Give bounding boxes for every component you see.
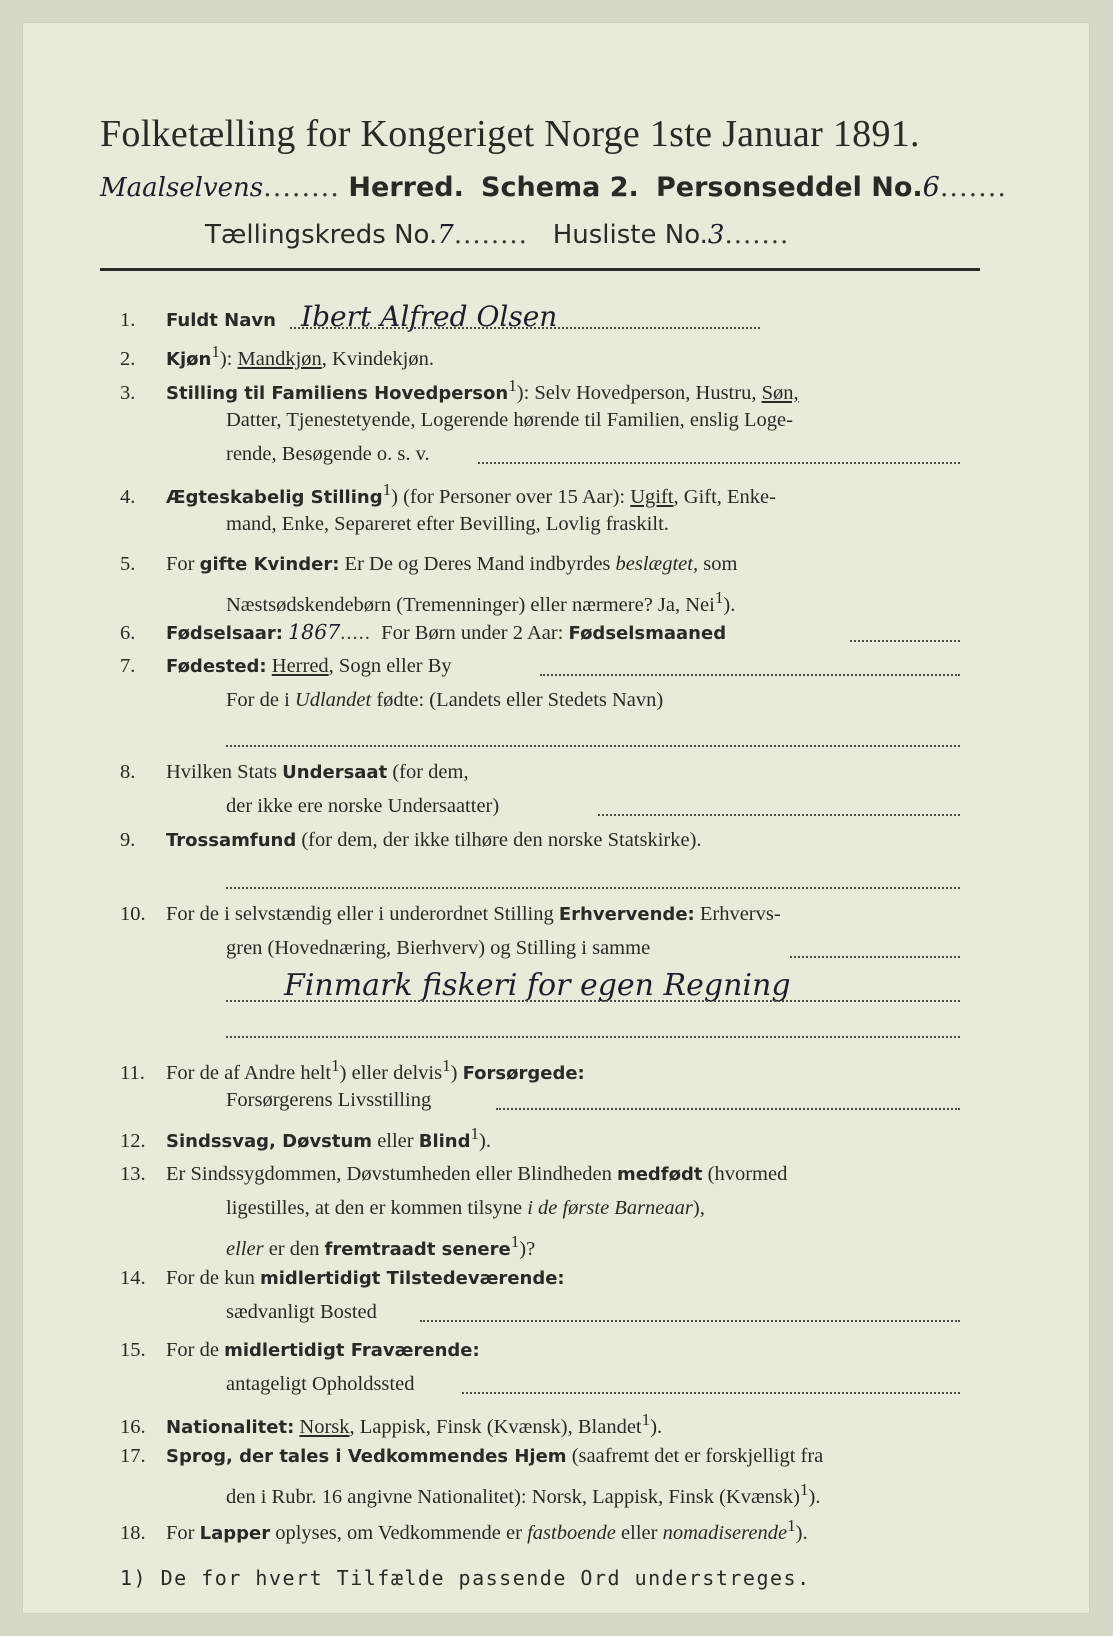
item-label: Stilling til Familiens Hovedperson (166, 382, 509, 404)
dotted-line (790, 956, 960, 958)
item-number: 8. (120, 761, 136, 783)
footnote-ref: 1 (442, 1056, 451, 1075)
item-number: 17. (120, 1445, 146, 1467)
item-label: Erhvervende: (558, 904, 695, 925)
item-label: Fødselsaar: (166, 623, 283, 644)
item-label: Forsørgede: (462, 1062, 585, 1084)
name-answer-handwritten: Ibert Alfred Olsen (301, 300, 558, 333)
footnote-ref: 1 (799, 1480, 809, 1499)
item-3 (120, 372, 1000, 408)
item-text: Erhvervs- (694, 903, 781, 925)
item-text: den i Rubr. 16 angivne Nationalitet): Norsk, Lappisk, Finsk (Kvænsk) (226, 1485, 800, 1508)
item-text: For de i (226, 689, 295, 711)
item-text-italic: eller (226, 1237, 264, 1260)
dotted-line (226, 1036, 960, 1038)
item-label: midlertidigt Tilstedeværende: (259, 1268, 565, 1289)
footnote-ref: 1 (211, 342, 220, 361)
item-7-line-2 (226, 686, 663, 714)
footnote-mark: 1) (120, 1566, 148, 1590)
item-11-line-2: Forsørgerens Livsstilling (226, 1089, 432, 1111)
item-text: ) (for Personer over 15 Aar): (391, 485, 631, 508)
underlined-option: Mandkjøn (237, 347, 322, 370)
item-number: 4. (120, 485, 136, 508)
underlined-option: Ugift (630, 485, 674, 508)
item-text: ligestilles, at den er kommen tilsyne (226, 1197, 528, 1219)
dotted-line (420, 1320, 960, 1322)
item-number: 13. (120, 1163, 146, 1185)
underlined-option: Søn, (761, 381, 799, 404)
header-rule (100, 268, 980, 271)
item-label: Lapper (199, 1522, 271, 1544)
footnote-ref: 1 (508, 376, 517, 395)
item-label: midlertidigt Fraværende: (224, 1340, 480, 1361)
item-number: 14. (120, 1267, 146, 1289)
item-text: eller (615, 1521, 663, 1544)
item-7 (120, 652, 1000, 681)
personseddel-label: Personseddel No. (655, 172, 923, 203)
footnote-text: De for hvert Tilfælde passende Ord understreges. (160, 1566, 811, 1590)
dotted-line (462, 1392, 960, 1394)
item-text: (hvormed (702, 1163, 788, 1185)
item-text-italic: Udlandet (294, 689, 372, 711)
item-text: For de af Andre helt (166, 1061, 332, 1084)
dotted-line (290, 327, 760, 329)
item-text: , Lappisk, Finsk (Kvænsk), Blandet (349, 1415, 642, 1438)
header-line-herred: Maalselvens........ Herred. Schema 2. Personseddel No.6....... (100, 172, 1007, 203)
footnote-ref: 1 (382, 480, 392, 499)
item-text: , Sogn eller By (328, 655, 452, 677)
item-label: gifte Kvinder: (199, 554, 340, 575)
occupation-answer-handwritten: Finmark fiskeri for egen Regning (284, 968, 791, 1003)
item-number: 11. (120, 1061, 145, 1084)
item-10-line-2: gren (Hovednæring, Bierhverv) og Stilling i samme (226, 937, 651, 959)
item-label: Ægteskabelig Stilling (166, 486, 383, 508)
item-4-line-2: mand, Enke, Separeret efter Bevilling, Lovlig fraskilt. (226, 513, 669, 535)
taellingskreds-number: 7 (437, 220, 454, 250)
item-label: Nationalitet: (166, 1416, 295, 1438)
item-text: (saafremt det er forskjelligt fra (566, 1445, 824, 1467)
item-8 (120, 758, 1000, 787)
item-number: 9. (120, 829, 136, 851)
item-1 (120, 300, 1000, 335)
item-label: Sprog, der tales i Vedkommendes Hjem (166, 1446, 567, 1467)
item-text-italic: beslægtet, (615, 553, 699, 575)
item-text-italic: fastboende (527, 1521, 616, 1544)
item-number: 6. (120, 622, 136, 644)
item-text: Er Sindssygdommen, Døvstumheden eller Blindheden (166, 1163, 617, 1185)
birth-year-handwritten: 1867 (288, 620, 341, 644)
form-title: Folketælling for Kongeriget Norge 1ste Januar 1891. (100, 113, 920, 155)
item-label: Blind (418, 1130, 471, 1152)
dotted-line (850, 640, 960, 642)
footnote-ref: 1 (331, 1056, 340, 1075)
item-8-line-2: der ikke ere norske Undersaatter) (226, 795, 500, 817)
item-6: 6. Fødselsaar: 1867..... For Børn under 2 Aar: Fødselsmaaned (120, 618, 1000, 648)
item-15-line-2: antageligt Opholdssted (226, 1373, 415, 1395)
personseddel-number: 6 (922, 172, 940, 203)
item-13-line-3: eller er den fremtraadt senere$^1$)? (226, 1232, 536, 1260)
item-3-line-3: rende, Besøgende o. s. v. (226, 443, 430, 465)
item-12: 12. Sindssvag, Døvstum eller Blind$^1$). (120, 1120, 1000, 1156)
item-17-line-2: den i Rubr. 16 angivne Nationalitet): Norsk, Lappisk, Finsk (Kvænsk)$^1$). (226, 1480, 821, 1508)
item-text: ) eller delvis (339, 1061, 443, 1084)
item-text: (for dem, (387, 761, 469, 783)
dotted-line (540, 674, 960, 676)
item-number: 18. (120, 1521, 146, 1544)
item-18: 18. For Lapper oplyses, om Vedkommende er fastboende eller nomadiserende$^1$). (120, 1512, 1000, 1548)
item-text: er den (263, 1237, 325, 1260)
item-text: Næstsødskendebørn (Tremenninger) eller nærmere? Ja, Nei (226, 593, 715, 616)
item-text-italic: i de første Barneaar (527, 1197, 693, 1219)
item-label: Undersaat (282, 762, 388, 783)
underlined-option: Norsk (299, 1415, 350, 1438)
item-number: 12. (120, 1129, 146, 1152)
item-text: oplyses, om Vedkommende er (270, 1521, 528, 1544)
item-2 (120, 338, 1000, 374)
dotted-line (598, 814, 960, 816)
item-text: For (166, 553, 200, 575)
herred-label: Herred. (348, 172, 464, 203)
item-label: Trossamfund (166, 830, 297, 851)
item-text: fødte: (Landets eller Stedets Navn) (371, 689, 664, 711)
item-label: Fødselsmaaned (568, 623, 727, 644)
item-text: ): (219, 347, 238, 370)
item-5 (120, 550, 1000, 579)
item-text: For de (166, 1339, 225, 1361)
herred-handwritten: Maalselvens (100, 173, 264, 203)
item-number: 16. (120, 1415, 146, 1438)
item-label: medfødt (616, 1164, 703, 1185)
item-label: Fødested: (166, 656, 267, 677)
item-text: ): Selv Hovedperson, Hustru, (516, 381, 762, 404)
item-label: Kjøn (166, 348, 212, 370)
item-14 (120, 1264, 1000, 1293)
taellingskreds-label: Tællingskreds No. (205, 220, 438, 250)
header-line-kreds: Tællingskreds No.7........ Husliste No.3....... (205, 220, 790, 250)
item-text: , Gift, Enke- (673, 485, 776, 508)
item-17 (120, 1442, 1000, 1471)
item-number: 2. (120, 347, 136, 370)
item-text: Er De og Deres Mand indbyrdes (339, 553, 616, 575)
dotted-line (226, 1000, 960, 1002)
footnote-ref: 1 (641, 1410, 651, 1429)
footnote-ref: 1 (714, 588, 724, 607)
item-label: Sindssvag, Døvstum (166, 1130, 373, 1152)
item-text: For de i selvstændig eller i underordnet Stilling (166, 903, 559, 925)
item-number: 10. (120, 903, 146, 925)
item-13 (120, 1160, 1000, 1189)
footnote-ref: 1 (787, 1516, 796, 1535)
footnote-ref: 1 (470, 1124, 480, 1143)
footnote (120, 1566, 811, 1590)
item-3-line-2: Datter, Tjenestetyende, Logerende hørende til Familien, enslig Loge- (226, 409, 793, 431)
item-4 (120, 476, 1000, 512)
dotted-line (226, 887, 960, 889)
item-16: 16. Nationalitet: Norsk, Lappisk, Finsk (Kvænsk), Blandet$^1$). (120, 1406, 1000, 1442)
item-label: Fuldt Navn (166, 310, 276, 331)
dotted-line (478, 462, 960, 464)
census-form-page (22, 22, 1090, 1614)
item-label: fremtraadt senere (324, 1238, 511, 1260)
item-number: 1. (120, 309, 136, 331)
item-text-italic: nomadiserende (662, 1521, 788, 1544)
item-text: For (166, 1521, 200, 1544)
item-5-line-2: Næstsødskendebørn (Tremenninger) eller nærmere? Ja, Nei$^1$). (226, 588, 736, 616)
item-9 (120, 826, 1000, 855)
item-13-line-2 (226, 1194, 705, 1222)
item-text: eller (372, 1129, 419, 1152)
item-number: 15. (120, 1339, 146, 1361)
item-number: 5. (120, 553, 136, 575)
schema-label: Schema 2. (481, 172, 639, 203)
dotted-line (226, 745, 960, 747)
item-number: 3. (120, 381, 136, 404)
item-text: ), (692, 1197, 705, 1219)
item-text: som (698, 553, 738, 575)
item-text: Hvilken Stats (166, 761, 283, 783)
item-11: 11. For de af Andre helt$^1$) eller delvis$^1$) Forsørgede: (120, 1052, 1000, 1088)
item-15 (120, 1336, 1000, 1365)
footnote-ref: 1 (510, 1232, 520, 1251)
husliste-label: Husliste No. (552, 220, 708, 250)
item-number: 7. (120, 655, 136, 677)
item-10 (120, 900, 1000, 929)
item-text: For Børn under 2 Aar: (381, 622, 564, 644)
item-text: (for dem, der ikke tilhøre den norske Statskirke). (296, 829, 702, 851)
underlined-option: Herred (271, 655, 329, 677)
item-text: For de kun (166, 1267, 260, 1289)
dotted-line (496, 1108, 960, 1110)
item-text: , Kvindekjøn. (321, 347, 434, 370)
item-14-line-2: sædvanligt Bosted (226, 1301, 377, 1323)
husliste-number: 3 (707, 220, 725, 250)
